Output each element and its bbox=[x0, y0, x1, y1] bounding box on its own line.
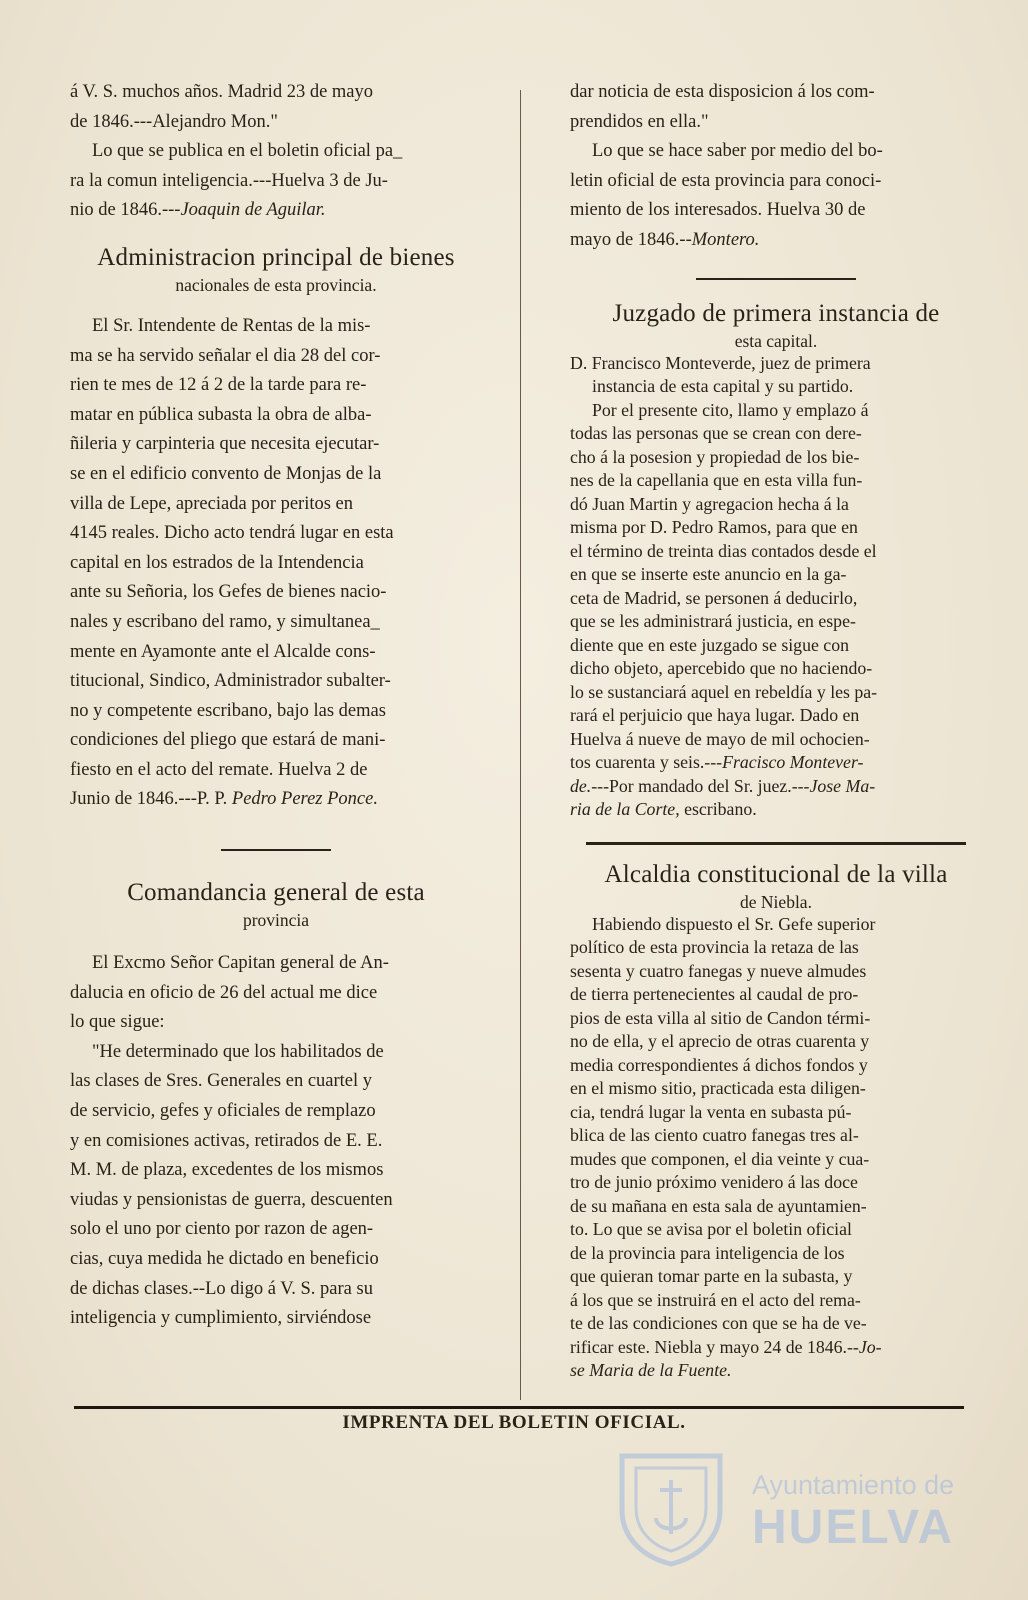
text-line: lo que sigue: bbox=[70, 1012, 165, 1033]
text-line: letin oficial de esta provincia para conoci- bbox=[570, 170, 882, 191]
text-line bbox=[570, 751, 982, 775]
text-line: las clases de Sres. Generales en cuartel y bbox=[70, 1071, 373, 1092]
text-fragment: ---Por mandado del Sr. juez.--- bbox=[591, 775, 810, 796]
text-line: El Sr. Intendente de Rentas de la mis- bbox=[92, 315, 371, 336]
footer-rule bbox=[74, 1406, 964, 1409]
signature: Pedro Perez Ponce. bbox=[231, 789, 378, 810]
text-line: instancia de esta capital y su partido. bbox=[592, 376, 854, 397]
section-body-alcaldia bbox=[570, 913, 982, 1383]
text-line: solo el uno por ciento por razon de agen- bbox=[70, 1219, 374, 1240]
signature: Fracisco Montever- bbox=[722, 752, 864, 773]
text-line: ñileria y carpinteria que necesita ejecutar- bbox=[70, 434, 380, 455]
text-line: to. Lo que se avisa por el boletin oficial bbox=[570, 1219, 852, 1240]
text-line: político de esta provincia la retaza de las bbox=[570, 937, 859, 958]
text-line bbox=[70, 785, 482, 815]
section-title-juzgado: Juzgado de primera instancia de bbox=[612, 299, 940, 327]
signature: se Maria de la Fuente. bbox=[570, 1360, 732, 1381]
text-line bbox=[570, 798, 982, 822]
city-shield-icon bbox=[612, 1448, 730, 1568]
text-line: blica de las ciento cuatro fanegas tres al- bbox=[570, 1125, 859, 1146]
text-line bbox=[70, 196, 482, 226]
text-line: de la provincia para inteligencia de los bbox=[570, 1242, 845, 1263]
text-line: mente en Ayamonte ante el Alcalde cons- bbox=[70, 641, 376, 662]
text-line: condiciones del pliego que estará de mani- bbox=[70, 730, 386, 751]
signature: Jose Ma- bbox=[809, 775, 876, 796]
text-line: que quieran tomar parte en la subasta, y bbox=[570, 1266, 853, 1287]
text-line: viudas y pensionistas de guerra, descuenten bbox=[70, 1189, 393, 1210]
text-line: no y competente escribano, bajo las demas bbox=[70, 700, 386, 721]
text-line: de 1846.---Alejandro Mon." bbox=[70, 111, 278, 132]
watermark-line: Ayuntamiento de bbox=[752, 1470, 955, 1500]
text-line: Lo que se publica en el boletin oficial pa_ bbox=[92, 141, 403, 162]
text-line: á los que se instruirá en el acto del rema- bbox=[570, 1289, 861, 1310]
text-line: en el mismo sitio, practicada esta diligen- bbox=[570, 1078, 866, 1099]
text-fragment: tos cuarenta y seis.--- bbox=[570, 752, 723, 773]
right-intro bbox=[570, 78, 982, 256]
text-line bbox=[570, 775, 982, 799]
text-line: dar noticia de esta disposicion á los com- bbox=[570, 82, 875, 102]
text-line: Huelva á nueve de mayo de mil ochocien- bbox=[570, 728, 870, 749]
signature: ria de la Corte, bbox=[570, 799, 680, 820]
text-line: ma se ha servido señalar el dia 28 del cor- bbox=[70, 345, 381, 366]
text-line: cho á la posesion y propiedad de los bie- bbox=[570, 446, 860, 467]
text-line: 4145 reales. Dicho acto tendrá lugar en esta bbox=[70, 523, 394, 544]
section-subtitle: esta capital. bbox=[734, 330, 818, 351]
text-line: media correspondientes á dichos fondos y bbox=[570, 1054, 868, 1075]
text-line: miento de los interesados. Huelva 30 de bbox=[570, 200, 866, 221]
text-line: M. M. de plaza, excedentes de los mismos bbox=[70, 1160, 384, 1181]
text-line: y en comisiones activas, retirados de E. E. bbox=[70, 1130, 383, 1151]
text-line: Por el presente cito, llamo y emplazo á bbox=[592, 399, 869, 420]
text-line: de servicio, gefes y oficiales de remplazo bbox=[70, 1101, 376, 1122]
text-line: de tierra pertenecientes al caudal de pro- bbox=[570, 984, 859, 1005]
signature: Joaquin de Aguilar. bbox=[180, 200, 326, 221]
text-line: en que se inserte este anuncio en la ga- bbox=[570, 564, 847, 585]
text-line: rará el perjuicio que haya lugar. Dado en bbox=[570, 705, 860, 726]
text-line: matar en pública subasta la obra de alba- bbox=[70, 404, 372, 425]
watermark-line: HUELVA bbox=[752, 1501, 955, 1554]
text-line: prendidos en ella." bbox=[570, 111, 709, 132]
text-line: inteligencia y cumplimiento, sirviéndose bbox=[70, 1308, 372, 1329]
text-line: dó Juan Martin y agregacion hecha á la bbox=[570, 493, 849, 514]
signature: Montero. bbox=[691, 229, 760, 250]
text-line: Habiendo dispuesto el Sr. Gefe superior bbox=[592, 913, 876, 934]
watermark bbox=[612, 1448, 972, 1568]
text-line: que se les administrará justicia, en espe- bbox=[570, 611, 856, 632]
text-line: cia, tendrá lugar la venta en subasta pú- bbox=[570, 1101, 852, 1122]
text-line: diente que en este juzgado se sigue con bbox=[570, 634, 849, 655]
text-line: nes de la capellania que en esta villa fun- bbox=[570, 470, 863, 491]
right-column bbox=[570, 78, 982, 1383]
section-title-alcaldia: Alcaldia constitucional de la villa bbox=[604, 860, 948, 888]
text-line: Lo que se hace saber por medio del bo- bbox=[592, 141, 883, 162]
text-fragment: mayo de 1846.-- bbox=[570, 229, 692, 250]
text-line bbox=[570, 1336, 982, 1360]
text-line: tro de junio próximo venidero á las doce bbox=[570, 1172, 858, 1193]
section-subtitle: provincia bbox=[242, 910, 310, 931]
text-line: sesenta y cuatro fanegas y nueve almudes bbox=[570, 960, 867, 981]
text-line: El Excmo Señor Capitan general de An- bbox=[92, 953, 389, 974]
text-line: todas las personas que se crean con dere- bbox=[570, 423, 862, 444]
text-line bbox=[570, 226, 982, 256]
text-line: rien te mes de 12 á 2 de la tarde para re- bbox=[70, 375, 367, 396]
text-line: villa de Lepe, apreciada por peritos en bbox=[70, 493, 354, 514]
text-line: el término de treinta dias contados desde el bbox=[570, 540, 877, 561]
text-line: de su mañana en esta sala de ayuntamien- bbox=[570, 1195, 867, 1216]
text-line: pios de esta villa al sitio de Candon térmi- bbox=[570, 1007, 871, 1028]
text-line: misma por D. Pedro Ramos, para que en bbox=[570, 517, 858, 538]
text-line: titucional, Sindico, Administrador subalter- bbox=[70, 671, 391, 692]
left-column bbox=[70, 78, 482, 1334]
section-body-juzgado bbox=[570, 352, 982, 822]
section-subtitle: de Niebla. bbox=[740, 891, 812, 912]
text-line: capital en los estrados de la Intendencia bbox=[70, 552, 364, 573]
text-line: se en el edificio convento de Monjas de la bbox=[70, 463, 382, 484]
text-line: ante su Señoria, los Gefes de bienes nacio- bbox=[70, 582, 387, 603]
text-line: ra la comun inteligencia.---Huelva 3 de Ju- bbox=[70, 170, 388, 191]
text-fragment: escribano. bbox=[679, 799, 757, 820]
section-body-administracion bbox=[70, 312, 482, 815]
text-line: fiesto en el acto del remate. Huelva 2 de bbox=[70, 759, 368, 780]
text-fragment: rificar este. Niebla y mayo 24 de 1846.-- bbox=[570, 1336, 859, 1357]
section-body-comandancia bbox=[70, 949, 482, 1334]
section-title-comandancia: Comandancia general de esta bbox=[127, 879, 425, 907]
section-subtitle: nacionales de esta provincia. bbox=[175, 274, 377, 295]
text-line: mudes que componen, el dia veinte y cua- bbox=[570, 1148, 870, 1169]
text-line: te de las condiciones con que se ha de ve- bbox=[570, 1313, 867, 1334]
section-title-administracion: Administracion principal de bienes bbox=[97, 243, 455, 271]
signature: de. bbox=[570, 775, 592, 796]
text-line: D. Francisco Monteverde, juez de primera bbox=[570, 352, 871, 373]
text-line: cias, cuya medida he dictado en beneficio bbox=[70, 1249, 379, 1269]
text-line: lo se sustanciará aquel en rebeldía y les pa- bbox=[570, 681, 878, 702]
column-divider bbox=[520, 90, 521, 1400]
text-line: á V. S. muchos años. Madrid 23 de mayo bbox=[70, 82, 374, 102]
text-line: no de ella, y el aprecio de otras cuarenta y bbox=[570, 1031, 870, 1052]
left-intro bbox=[70, 78, 482, 226]
signature: Jo- bbox=[858, 1336, 882, 1357]
text-line: dalucia en oficio de 26 del actual me dice bbox=[70, 982, 378, 1003]
text-fragment: Junio de 1846.---P. P. bbox=[70, 789, 232, 810]
text-line: dicho objeto, apercebido que no haciendo- bbox=[570, 658, 873, 679]
text-line: de dichas clases.--Lo digo á V. S. para su bbox=[70, 1278, 373, 1299]
text-fragment: nio de 1846.--- bbox=[70, 200, 181, 221]
text-line bbox=[570, 1359, 982, 1383]
text-line: ceta de Madrid, se personen á deducirlo, bbox=[570, 587, 858, 608]
text-line: "He determinado que los habilitados de bbox=[92, 1041, 384, 1062]
text-line: nales y escribano del ramo, y simultanea_ bbox=[70, 611, 380, 632]
imprint-line: IMPRENTA DEL BOLETIN OFICIAL. bbox=[342, 1412, 686, 1433]
